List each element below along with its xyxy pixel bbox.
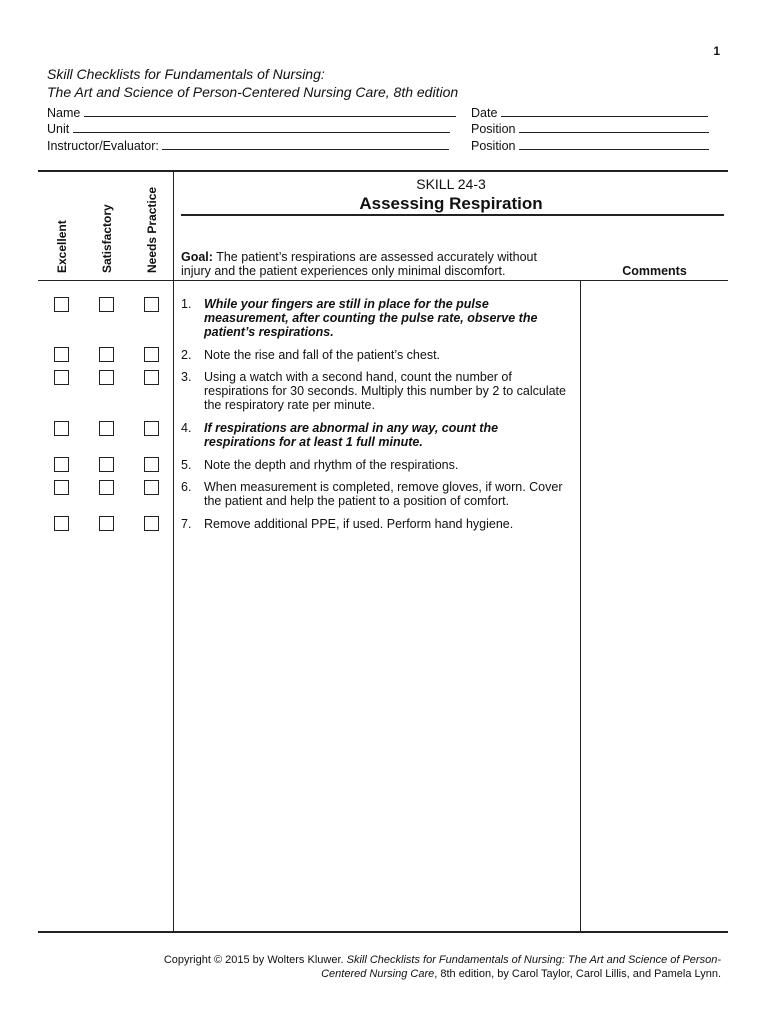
step-number: 5. — [181, 458, 192, 472]
step-number: 2. — [181, 348, 192, 362]
checkbox-needs-practice-step-4[interactable] — [144, 421, 159, 436]
instructor-field[interactable] — [47, 138, 449, 153]
step-number: 6. — [181, 480, 192, 494]
checkbox-needs-practice-step-6[interactable] — [144, 480, 159, 495]
step-text: While your fingers are still in place for the pulse measurement, after counting the pulse rate, observe the patient’s respirations. — [204, 297, 538, 339]
step-1 — [181, 297, 566, 339]
name-label: Name — [47, 106, 81, 120]
goal-label: Goal: — [181, 250, 213, 264]
checkbox-satisfactory-step-2[interactable] — [99, 347, 114, 362]
name-field[interactable] — [47, 105, 456, 120]
header-bottom-rule — [38, 280, 728, 281]
step-text: When measurement is completed, remove gloves, if worn. Cover the patient and help the patient to a position of comfort. — [204, 480, 563, 508]
position-label-2: Position — [471, 139, 516, 153]
step-4 — [181, 421, 566, 449]
step-text: Remove additional PPE, if used. Perform hand hygiene. — [204, 517, 514, 531]
checkbox-satisfactory-step-7[interactable] — [99, 516, 114, 531]
rating-header-excellent: Excellent — [55, 220, 69, 273]
comments-header: Comments — [622, 264, 687, 278]
checkbox-excellent-step-3[interactable] — [54, 370, 69, 385]
goal-statement — [181, 250, 561, 278]
table-top-rule — [38, 170, 728, 172]
step-7 — [181, 517, 566, 531]
position-label-1: Position — [471, 122, 516, 136]
goal-text: The patient’s respirations are assessed accurately without injury and the patient experiences only minimal discomfort. — [181, 250, 537, 278]
checkbox-satisfactory-step-1[interactable] — [99, 297, 114, 312]
step-text: If respirations are abnormal in any way, count the respirations for at least 1 full minute. — [204, 421, 499, 449]
unit-field[interactable] — [47, 121, 450, 136]
checkbox-needs-practice-step-1[interactable] — [144, 297, 159, 312]
unit-label: Unit — [47, 122, 70, 136]
checkbox-excellent-step-1[interactable] — [54, 297, 69, 312]
step-number: 4. — [181, 421, 192, 435]
checkbox-needs-practice-step-7[interactable] — [144, 516, 159, 531]
position-line-2[interactable] — [519, 138, 709, 150]
skill-title: Assessing Respiration — [359, 194, 543, 213]
book-title — [47, 65, 458, 101]
book-title-line-2: The Art and Science of Person-Centered Nursing Care, 8th edition — [47, 84, 459, 100]
checkbox-excellent-step-2[interactable] — [54, 347, 69, 362]
table-bottom-rule — [38, 931, 728, 933]
position-line-1[interactable] — [519, 121, 709, 133]
rating-header-needs-practice: Needs Practice — [145, 186, 159, 273]
instructor-label: Instructor/Evaluator: — [47, 139, 159, 153]
checkbox-satisfactory-step-4[interactable] — [99, 421, 114, 436]
copyright-notice — [161, 953, 721, 981]
copyright-prefix: Copyright © 2015 by Wolters Kluwer. — [163, 954, 344, 966]
comments-column-divider — [580, 280, 581, 932]
checkbox-satisfactory-step-3[interactable] — [99, 370, 114, 385]
copyright-book-title: Skill Checklists for Fundamentals of Nursing: The Art and Science of Person-Centered Nursing Care — [321, 954, 721, 980]
unit-line[interactable] — [73, 121, 450, 133]
date-line[interactable] — [501, 105, 708, 117]
step-6 — [181, 480, 566, 508]
checkbox-needs-practice-step-3[interactable] — [144, 370, 159, 385]
book-title-line-1: Skill Checklists for Fundamentals of Nursing: — [47, 66, 325, 82]
title-underline — [181, 214, 724, 216]
date-label: Date — [471, 106, 498, 120]
skill-number: SKILL 24-3 — [416, 176, 486, 192]
checkbox-excellent-step-6[interactable] — [54, 480, 69, 495]
checkbox-excellent-step-4[interactable] — [54, 421, 69, 436]
step-text: Note the rise and fall of the patient’s chest. — [204, 348, 441, 362]
copyright-suffix: , 8th edition, by Carol Taylor, Carol Lillis, and Pamela Lynn. — [434, 968, 721, 980]
checkbox-satisfactory-step-5[interactable] — [99, 457, 114, 472]
step-3 — [181, 370, 566, 412]
step-number: 1. — [181, 297, 192, 311]
checkbox-excellent-step-7[interactable] — [54, 516, 69, 531]
checkbox-satisfactory-step-6[interactable] — [99, 480, 114, 495]
position-field-2[interactable] — [471, 138, 709, 153]
step-number: 3. — [181, 370, 192, 384]
name-line[interactable] — [84, 105, 456, 117]
date-field[interactable] — [471, 105, 708, 120]
step-5 — [181, 458, 566, 472]
rating-column-divider — [173, 171, 174, 932]
instructor-line[interactable] — [162, 138, 449, 150]
step-2 — [181, 348, 566, 362]
checkbox-needs-practice-step-5[interactable] — [144, 457, 159, 472]
step-text: Using a watch with a second hand, count the number of respirations for 30 seconds. Multiply this number by 2 to calculate the respiratory rate per minute. — [204, 370, 566, 412]
checkbox-needs-practice-step-2[interactable] — [144, 347, 159, 362]
page-number: 1 — [713, 44, 720, 58]
rating-header-satisfactory: Satisfactory — [100, 204, 114, 273]
checkbox-excellent-step-5[interactable] — [54, 457, 69, 472]
step-number: 7. — [181, 517, 192, 531]
step-text: Note the depth and rhythm of the respirations. — [204, 458, 459, 472]
position-field-1[interactable] — [471, 121, 709, 136]
